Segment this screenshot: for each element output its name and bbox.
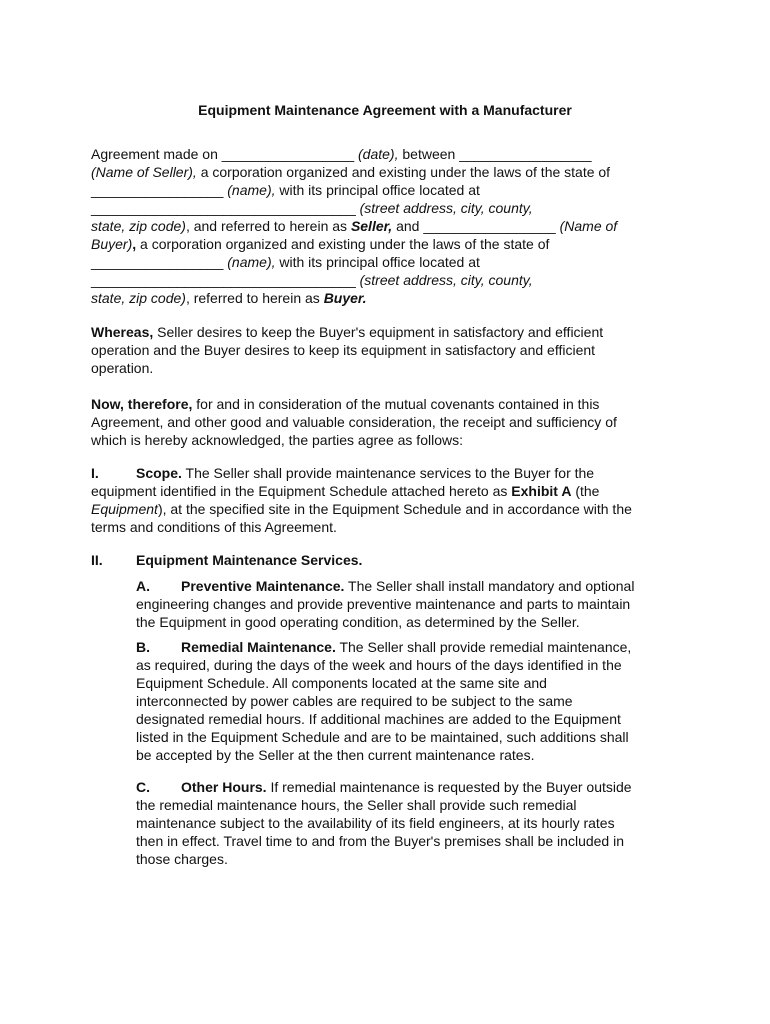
whereas-line: operation. bbox=[91, 360, 154, 376]
intro-line bbox=[91, 289, 691, 307]
now-therefore-line: which is hereby acknowledged, the parties agree as follows: bbox=[91, 432, 463, 448]
text: a corporation organized and existing under the laws of the state of bbox=[196, 164, 611, 180]
intro-line bbox=[91, 217, 691, 235]
text: The Seller shall provide remedial maintenance, bbox=[335, 639, 632, 655]
scope-line bbox=[91, 500, 691, 518]
subsection-label: C. bbox=[136, 779, 150, 795]
section-heading: Scope. bbox=[136, 465, 182, 481]
document-title: Equipment Maintenance Agreement with a Manufacturer bbox=[198, 102, 572, 118]
text: Buyer. bbox=[323, 290, 367, 306]
text: Equipment bbox=[91, 501, 158, 517]
subsection-label: A. bbox=[136, 578, 150, 594]
text: Seller, bbox=[350, 218, 393, 234]
text: , and referred to herein as bbox=[185, 218, 351, 234]
text: The Seller shall install mandatory and optional bbox=[344, 578, 635, 594]
section-number: II. bbox=[91, 552, 103, 568]
remedial-line: designated remedial hours. If additional machines are added to the Equipment bbox=[136, 711, 621, 727]
remedial-line bbox=[136, 638, 676, 656]
intro-line bbox=[91, 199, 691, 217]
blank-buyer-address: __________________________________ bbox=[91, 272, 356, 288]
remedial-line: Equipment Schedule. All components located at the same site and bbox=[136, 675, 547, 691]
subsection-heading: Other Hours. bbox=[181, 779, 267, 795]
text: Agreement made on bbox=[91, 146, 222, 162]
subsection-heading: Remedial Maintenance. bbox=[181, 639, 336, 655]
other-hours-line: the remedial maintenance hours, the Seller shall provide such remedial bbox=[136, 797, 577, 813]
subsection-remedial bbox=[136, 638, 676, 764]
remedial-line: as required, during the days of the week and hours of the days identified in the bbox=[136, 657, 622, 673]
blank-seller-state: _________________ bbox=[91, 182, 224, 198]
intro-line bbox=[91, 181, 691, 199]
other-hours-line: those charges. bbox=[136, 851, 228, 867]
whereas-line: operation and the Buyer desires to keep its equipment in satisfactory and efficient bbox=[91, 342, 596, 358]
blank-date: _________________ bbox=[221, 146, 355, 162]
text: equipment identified in the Equipment Schedule attached hereto as bbox=[91, 483, 512, 499]
whereas-label: Whereas, bbox=[91, 324, 154, 340]
scope-line bbox=[91, 464, 691, 482]
text: state, zip code) bbox=[91, 290, 186, 306]
subsection-label: B. bbox=[136, 639, 150, 655]
text: If remedial maintenance is requested by the Buyer outside bbox=[266, 779, 632, 795]
whereas-paragraph bbox=[91, 323, 691, 377]
text: (Name of Seller), bbox=[91, 164, 197, 180]
now-therefore-paragraph bbox=[91, 395, 691, 449]
now-therefore-label: Now, therefore, bbox=[91, 396, 193, 412]
text: (date), bbox=[354, 146, 399, 162]
text: for and in consideration of the mutual covenants contained in this bbox=[192, 396, 600, 412]
section-scope bbox=[91, 464, 691, 536]
text: The Seller shall provide maintenance services to the Buyer for the bbox=[181, 465, 595, 481]
scope-line bbox=[91, 482, 691, 500]
intro-line bbox=[91, 145, 691, 163]
preventive-line: engineering changes and provide preventive maintenance and parts to maintain bbox=[136, 596, 631, 612]
remedial-line: interconnected by power cables are required to be subject to the same bbox=[136, 693, 573, 709]
text: with its principal office located at bbox=[275, 182, 480, 198]
intro-line bbox=[91, 163, 691, 181]
text: (street address, city, county, bbox=[355, 200, 533, 216]
text: a corporation organized and existing under the laws of the state of bbox=[136, 236, 550, 252]
preventive-line: the Equipment in good operating condition, as determined by the Seller. bbox=[136, 614, 580, 630]
blank-seller-name: _________________ bbox=[459, 146, 592, 162]
remedial-line: listed in the Equipment Schedule and are to be maintained, such additions shall bbox=[136, 729, 629, 745]
text: and bbox=[392, 218, 424, 234]
other-hours-line: maintenance subject to the availability of its field engineers, at its hourly rates bbox=[136, 815, 615, 831]
text: , referred to herein as bbox=[185, 290, 324, 306]
section-heading: Equipment Maintenance Services. bbox=[136, 552, 363, 568]
text: with its principal office located at bbox=[275, 254, 480, 270]
blank-seller-address: __________________________________ bbox=[91, 200, 356, 216]
subsection-other-hours bbox=[136, 778, 676, 868]
text: (street address, city, county, bbox=[355, 272, 533, 288]
intro-line bbox=[91, 271, 691, 289]
text: (name), bbox=[223, 182, 276, 198]
text: Seller desires to keep the Buyer's equipment in satisfactory and efficient bbox=[153, 324, 604, 340]
subsection-heading: Preventive Maintenance. bbox=[181, 578, 345, 594]
blank-buyer-state: _________________ bbox=[91, 254, 224, 270]
scope-line: terms and conditions of this Agreement. bbox=[91, 519, 337, 535]
now-therefore-line bbox=[91, 395, 691, 413]
preventive-line bbox=[136, 577, 676, 595]
text: state, zip code) bbox=[91, 218, 186, 234]
exhibit-ref: Exhibit A bbox=[511, 483, 572, 499]
other-hours-line bbox=[136, 778, 676, 796]
whereas-line bbox=[91, 323, 691, 341]
text: Buyer) bbox=[91, 236, 133, 252]
subsection-preventive bbox=[136, 577, 676, 631]
text: (name), bbox=[223, 254, 276, 270]
text: , bbox=[132, 236, 137, 252]
remedial-line: be accepted by the Seller at the then current maintenance rates. bbox=[136, 747, 535, 763]
text: (the bbox=[571, 483, 600, 499]
intro-paragraph bbox=[91, 145, 691, 307]
intro-line bbox=[91, 253, 691, 271]
section-number: I. bbox=[91, 465, 99, 481]
text: ), at the specified site in the Equipment Schedule and in accordance with the bbox=[157, 501, 632, 517]
other-hours-line: then in effect. Travel time to and from the Buyer's premises shall be included in bbox=[136, 833, 624, 849]
services-heading-line bbox=[91, 551, 691, 569]
section-services bbox=[91, 551, 691, 569]
text: (Name of bbox=[555, 218, 618, 234]
blank-buyer-name: _________________ bbox=[423, 218, 556, 234]
now-therefore-line: Agreement, and other good and valuable consideration, the receipt and sufficiency of bbox=[91, 414, 617, 430]
intro-line bbox=[91, 235, 691, 253]
text: between bbox=[398, 146, 460, 162]
